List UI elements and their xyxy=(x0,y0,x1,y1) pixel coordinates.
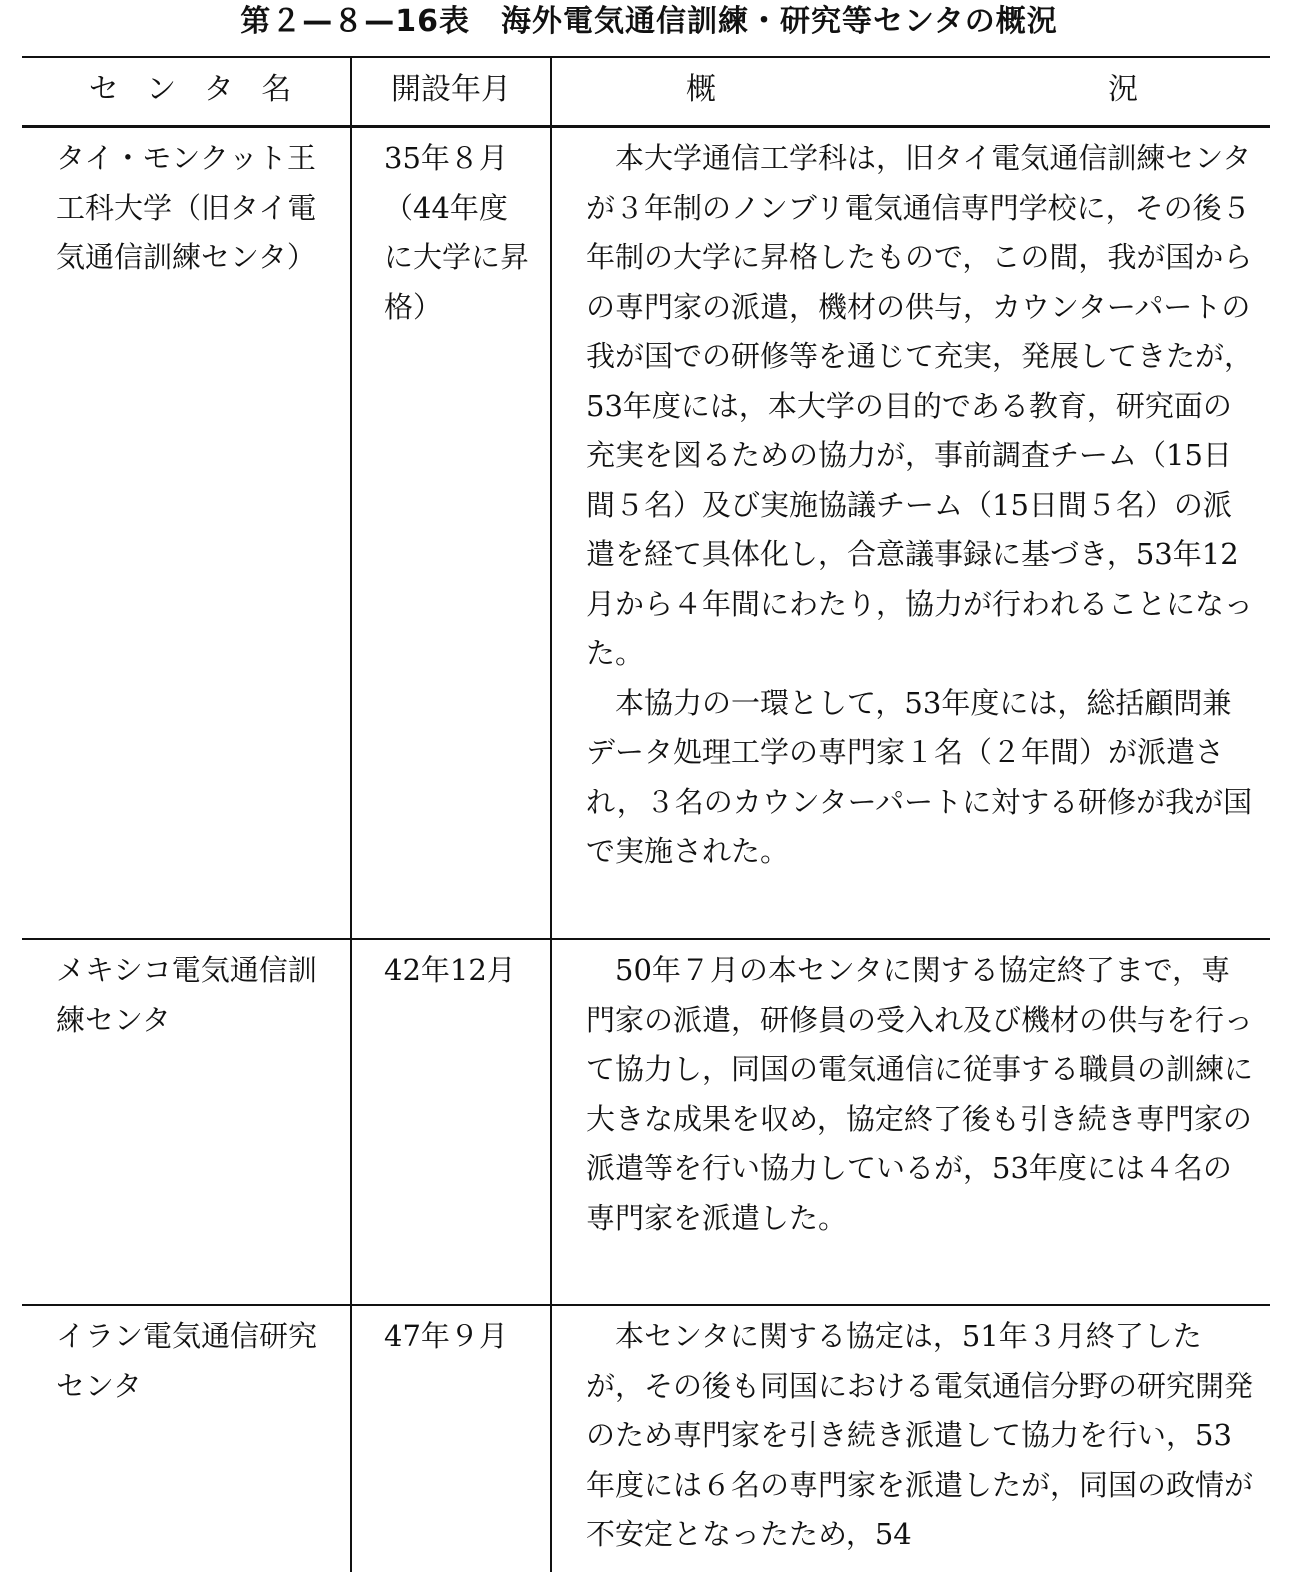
row2-overview xyxy=(586,946,1254,1243)
row1-center-name: タイ・モンクット王工科大学（旧タイ電気通信訓練センタ） xyxy=(56,141,317,274)
row-divider-1 xyxy=(22,938,1270,940)
table-title: 第２—８—16表 海外電気通信訓練・研究等センタの概況 xyxy=(240,4,1058,39)
row3-center-name: イラン電気通信研究センタ xyxy=(56,1319,318,1403)
row1-overview xyxy=(586,134,1254,877)
row1-overview-paragraph-1: 本大学通信工学科は，旧タイ電気通信訓練センタが３年制のノンブリ電気通信専門学校に，その後５年制の大学に昇格したもので，この間，我が国からの専門家の派遣，機材の供与，カウンターパートの我が国での研修等を通じて充実，発展してきたが，53年度には，本大学の目的である教育，研究面の充実を図るための協力が，事前調査チーム（15日間５名）及び実施協議チーム（15日間５名）の派遣を経て具体化し，合意議事録に基づき，53年12月から４年間にわたり，協力が行われることになった。 xyxy=(586,141,1254,670)
row3-overview-paragraph-1: 本センタに関する協定は，51年３月終了したが，その後も同国における電気通信分野の研究開発のため専門家を引き続き派遣して協力を行い，53年度には６名の専門家を派遣したが，同国の政情が不安定となったため，54 xyxy=(586,1319,1254,1551)
header-overview-left: 概 xyxy=(686,72,716,107)
row3-open-date: 47年９月 xyxy=(384,1319,508,1353)
row1-open-date: 35年８月（44年度に大学に昇格） xyxy=(384,141,530,324)
header-open-date: 開設年月 xyxy=(391,72,511,107)
top-rule xyxy=(22,56,1270,58)
row3-overview xyxy=(586,1312,1254,1560)
row2-overview-paragraph-1: 50年７月の本センタに関する協定終了まで，専門家の派遣，研修員の受入れ及び機材の供与を行って協力し，同国の電気通信に従事する職員の訓練に大きな成果を収め，協定終了後も引き続き専門家の派遣等を行い協力しているが，53年度には４名の専門家を派遣した。 xyxy=(586,953,1254,1235)
row2-open-date: 42年12月 xyxy=(384,953,516,987)
row-divider-2 xyxy=(22,1304,1270,1306)
header-rule xyxy=(22,125,1270,128)
header-center-name: セ ン タ 名 xyxy=(88,72,292,107)
header-overview-right: 況 xyxy=(1108,72,1138,107)
column-divider-2 xyxy=(550,57,552,1572)
row2-center-name: メキシコ電気通信訓練センタ xyxy=(56,953,317,1037)
row1-overview-paragraph-2: 本協力の一環として，53年度には，総括顧問兼データ処理工学の専門家１名（２年間）が派遣され，３名のカウンターパートに対する研修が我が国で実施された。 xyxy=(586,685,1253,868)
column-divider-1 xyxy=(350,57,352,1572)
